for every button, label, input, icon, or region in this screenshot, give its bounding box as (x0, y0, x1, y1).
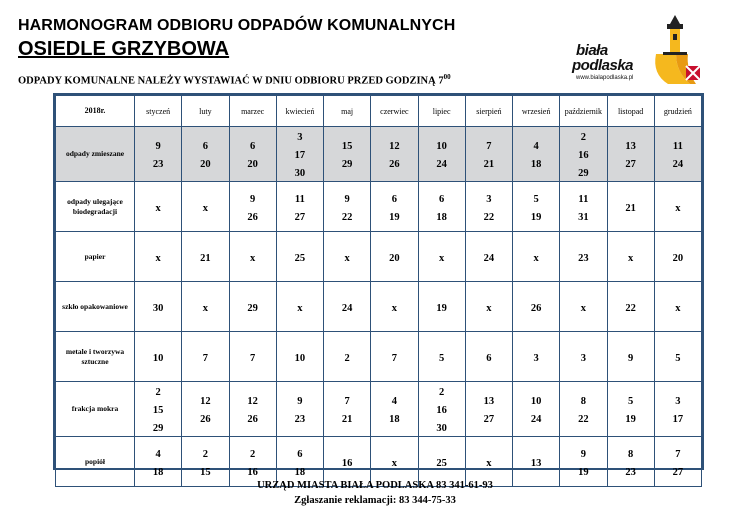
pickup-days-value: 9 22 (341, 193, 353, 223)
pickup-days-value: 11 27 (294, 193, 306, 223)
pickup-days-cell (324, 182, 371, 232)
pickup-days-value: 12 26 (247, 396, 258, 425)
logo-url: www.bialapodlaska.pl (576, 75, 634, 81)
pickup-days-value: 24 (483, 252, 495, 264)
pickup-days-value: 10 24 (530, 396, 542, 425)
pickup-days-cell (135, 282, 182, 332)
pickup-days-cell (324, 382, 371, 437)
pickup-days-value: 5 (439, 352, 445, 364)
pickup-days-cell (654, 127, 701, 182)
pickup-days-cell (607, 232, 654, 282)
pickup-days-cell (654, 332, 701, 382)
waste-type-label: metale i tworzywa sztuczne (56, 332, 135, 382)
pickup-days-cell (276, 232, 323, 282)
pickup-days-cell (229, 182, 276, 232)
pickup-days-cell (513, 282, 560, 332)
pickup-days-value: x (250, 252, 256, 264)
pickup-days-cell (276, 332, 323, 382)
table-row (56, 182, 702, 232)
pickup-days-value: 6 20 (200, 141, 211, 170)
pickup-days-cell (371, 127, 418, 182)
pickup-days-cell (607, 282, 654, 332)
month-header: sierpień (465, 96, 512, 127)
pickup-days-cell (182, 282, 229, 332)
pickup-days-cell (371, 282, 418, 332)
pickup-days-cell (418, 332, 465, 382)
pickup-days-value: x (391, 302, 397, 314)
table-row (56, 282, 702, 332)
pickup-days-cell (607, 382, 654, 437)
city-logo (568, 14, 704, 88)
footer-complaints: Zgłaszanie reklamacji: 83 344-75-33 (294, 495, 456, 506)
pickup-days-value: x (391, 457, 397, 469)
waste-type-label: odpady ulegające biodegradacji (56, 182, 135, 232)
pickup-days-cell (276, 282, 323, 332)
pickup-days-value: 15 29 (341, 141, 353, 170)
pickup-days-value: 12 26 (389, 141, 400, 170)
pickup-days-cell (513, 382, 560, 437)
pickup-days-cell (371, 437, 418, 487)
month-header: marzec (229, 96, 276, 127)
pickup-days-cell (135, 332, 182, 382)
pickup-days-value: x (155, 202, 161, 214)
pickup-days-cell (182, 382, 229, 437)
pickup-days-cell (276, 182, 323, 232)
page-subtitle: OSIEDLE GRZYBOWA (18, 38, 230, 60)
pickup-days-cell (276, 127, 323, 182)
pickup-days-value: x (628, 252, 634, 264)
pickup-days-value: 22 (625, 302, 636, 314)
pickup-days-value: 7 (202, 352, 208, 364)
pickup-days-value: 13 27 (483, 396, 495, 425)
pickup-days-value: 4 18 (389, 396, 400, 425)
months-header-row (56, 96, 702, 127)
month-header: grudzień (654, 96, 701, 127)
pickup-days-cell (465, 382, 512, 437)
pickup-days-cell (182, 437, 229, 487)
pickup-days-value: 26 (530, 302, 542, 314)
tower-emblem-icon (646, 14, 704, 86)
page-title: HARMONOGRAM ODBIORU ODPADÓW KOMUNALNYCH (18, 17, 456, 34)
pickup-days-cell (135, 437, 182, 487)
pickup-days-cell (418, 232, 465, 282)
pickup-days-cell (654, 437, 701, 487)
pickup-days-value: 10 24 (436, 141, 447, 170)
pickup-days-value: 7 21 (341, 396, 353, 425)
pickup-days-value: x (344, 252, 350, 264)
pickup-days-value: x (675, 202, 681, 214)
pickup-days-cell (560, 332, 607, 382)
pickup-days-value: 2 15 29 (152, 387, 164, 434)
pickup-notice: ODPADY KOMUNALNE NALEŻY WYSTAWIAĆ W DNIU ODBIORU PRZED GODZINĄ $7^{00}$ (18, 73, 451, 87)
pickup-days-cell (324, 437, 371, 487)
month-header: wrzesień (513, 96, 560, 127)
pickup-days-value: 6 18 (436, 193, 447, 223)
pickup-days-value: 7 21 (483, 141, 495, 170)
pickup-days-value: 3 (533, 352, 539, 364)
pickup-days-value: 5 (675, 352, 681, 364)
pickup-days-cell (560, 282, 607, 332)
table-row (56, 332, 702, 382)
pickup-days-cell (418, 182, 465, 232)
pickup-days-cell (607, 437, 654, 487)
pickup-days-cell (560, 232, 607, 282)
pickup-days-cell (229, 232, 276, 282)
pickup-days-value: 6 20 (247, 141, 258, 170)
pickup-days-value: 11 24 (672, 141, 684, 170)
pickup-days-value: 23 (578, 252, 589, 264)
pickup-days-value: 3 22 (483, 193, 495, 223)
pickup-days-value: 5 19 (625, 396, 636, 425)
year-header: 2018r. (56, 96, 135, 127)
pickup-days-cell (560, 437, 607, 487)
pickup-days-value: 6 18 (294, 448, 306, 478)
schedule-table (53, 93, 704, 478)
month-header: listopad (607, 96, 654, 127)
pickup-days-cell (607, 127, 654, 182)
pickup-days-value: x (202, 302, 208, 314)
pickup-days-value: x (202, 202, 208, 214)
month-header: styczeń (135, 96, 182, 127)
pickup-days-cell (465, 282, 512, 332)
month-header: kwiecień (276, 96, 323, 127)
pickup-days-cell (513, 182, 560, 232)
month-header: maj (324, 96, 371, 127)
pickup-days-value: 25 (436, 457, 447, 469)
pickup-days-value: 16 (341, 457, 353, 469)
logo-text-podlaska: podlaska (572, 57, 634, 74)
pickup-days-cell (607, 332, 654, 382)
table-row (56, 382, 702, 437)
pickup-days-value: 2 16 29 (578, 132, 589, 179)
pickup-days-value: 19 (436, 302, 447, 314)
pickup-days-value: 8 23 (625, 448, 636, 478)
pickup-days-value: x (533, 252, 539, 264)
pickup-days-cell (229, 437, 276, 487)
pickup-days-value: 9 23 (152, 141, 164, 170)
pickup-days-cell (229, 332, 276, 382)
pickup-days-value: 6 19 (389, 193, 400, 223)
pickup-days-cell (513, 332, 560, 382)
pickup-days-cell (418, 127, 465, 182)
pickup-days-cell (513, 232, 560, 282)
pickup-days-cell (182, 127, 229, 182)
month-header: czerwiec (371, 96, 418, 127)
pickup-days-cell (324, 127, 371, 182)
pickup-days-value: x (486, 302, 492, 314)
pickup-days-value: 6 (486, 352, 492, 364)
pickup-days-cell (324, 282, 371, 332)
pickup-days-cell (465, 232, 512, 282)
pickup-days-cell (465, 332, 512, 382)
pickup-days-value: x (675, 302, 681, 314)
pickup-days-value: 8 22 (578, 396, 589, 425)
pickup-days-cell (513, 437, 560, 487)
pickup-days-cell (465, 127, 512, 182)
pickup-days-value: 13 (530, 457, 542, 469)
pickup-days-cell (654, 382, 701, 437)
waste-type-label: szkło opakowaniowe (56, 282, 135, 332)
waste-type-label: popiół (56, 437, 135, 487)
pickup-days-value: x (297, 302, 303, 314)
pickup-days-value: 10 (152, 352, 164, 364)
pickup-days-cell (465, 182, 512, 232)
pickup-days-cell (135, 382, 182, 437)
pickup-days-cell (560, 382, 607, 437)
pickup-days-cell (229, 382, 276, 437)
pickup-days-value: 9 26 (247, 193, 258, 223)
pickup-days-cell (229, 127, 276, 182)
pickup-days-value: 2 15 (200, 448, 211, 478)
pickup-days-cell (418, 382, 465, 437)
pickup-days-value: 5 19 (530, 193, 542, 223)
pickup-days-cell (654, 282, 701, 332)
pickup-days-cell (276, 382, 323, 437)
pickup-days-value: 2 (344, 352, 350, 364)
pickup-days-cell (418, 437, 465, 487)
pickup-days-value: 25 (294, 252, 306, 264)
pickup-days-cell (418, 282, 465, 332)
pickup-days-value: 3 (580, 352, 586, 364)
waste-type-label: odpady zmieszane (56, 127, 135, 182)
pickup-days-value: x (486, 457, 492, 469)
pickup-days-value: 20 (389, 252, 400, 264)
pickup-days-value: 7 (391, 352, 397, 364)
pickup-days-cell (607, 182, 654, 232)
pickup-days-value: 24 (341, 302, 353, 314)
month-header: lipiec (418, 96, 465, 127)
pickup-days-value: 9 23 (294, 396, 306, 425)
pickup-days-value: 3 17 (672, 396, 684, 425)
pickup-days-cell (654, 232, 701, 282)
pickup-days-cell (135, 127, 182, 182)
month-header: październik (560, 96, 607, 127)
pickup-days-cell (465, 437, 512, 487)
pickup-days-value: 2 16 30 (436, 387, 447, 434)
pickup-days-cell (324, 332, 371, 382)
pickup-days-value: 9 19 (578, 448, 589, 478)
pickup-days-cell (371, 232, 418, 282)
pickup-days-value: 7 27 (672, 448, 684, 478)
pickup-days-value: 29 (247, 302, 258, 314)
pickup-days-value: 9 (628, 352, 634, 364)
schedule-table-body (56, 96, 702, 487)
pickup-days-cell (182, 232, 229, 282)
pickup-days-value: x (580, 302, 586, 314)
pickup-days-value: 20 (672, 252, 684, 264)
pickup-days-value: 4 18 (152, 448, 164, 478)
pickup-days-value: 4 18 (530, 141, 542, 170)
pickup-days-cell (182, 332, 229, 382)
pickup-days-cell (371, 382, 418, 437)
waste-type-label: papier (56, 232, 135, 282)
pickup-days-value: 12 26 (200, 396, 211, 425)
pickup-days-value: 2 16 (247, 448, 258, 478)
table-row (56, 127, 702, 182)
pickup-days-cell (276, 437, 323, 487)
pickup-days-cell (371, 332, 418, 382)
pickup-days-cell (513, 127, 560, 182)
month-header: luty (182, 96, 229, 127)
pickup-days-cell (654, 182, 701, 232)
pickup-days-value: 10 (294, 352, 306, 364)
pickup-days-cell (560, 127, 607, 182)
pickup-days-cell (324, 232, 371, 282)
pickup-days-value: 13 27 (625, 141, 636, 170)
pickup-days-cell (560, 182, 607, 232)
pickup-days-value: x (439, 252, 445, 264)
footer-contact: URZĄD MIASTA BIAŁA PODLASKA 83 341-61-93 (257, 480, 493, 491)
pickup-days-value: 7 (250, 352, 256, 364)
pickup-days-value: 3 17 30 (294, 132, 306, 179)
pickup-days-value: 21 (625, 202, 636, 214)
pickup-days-cell (135, 232, 182, 282)
pickup-days-cell (135, 182, 182, 232)
waste-type-label: frakcja mokra (56, 382, 135, 437)
pickup-days-cell (182, 182, 229, 232)
logo-text-biala: biała (576, 42, 608, 59)
pickup-days-cell (229, 282, 276, 332)
pickup-days-value: 21 (200, 252, 211, 264)
pickup-days-value: 30 (152, 302, 164, 314)
pickup-days-value: x (155, 252, 161, 264)
pickup-days-value: 11 31 (578, 193, 589, 223)
pickup-days-cell (371, 182, 418, 232)
table-row (56, 437, 702, 487)
table-row (56, 232, 702, 282)
